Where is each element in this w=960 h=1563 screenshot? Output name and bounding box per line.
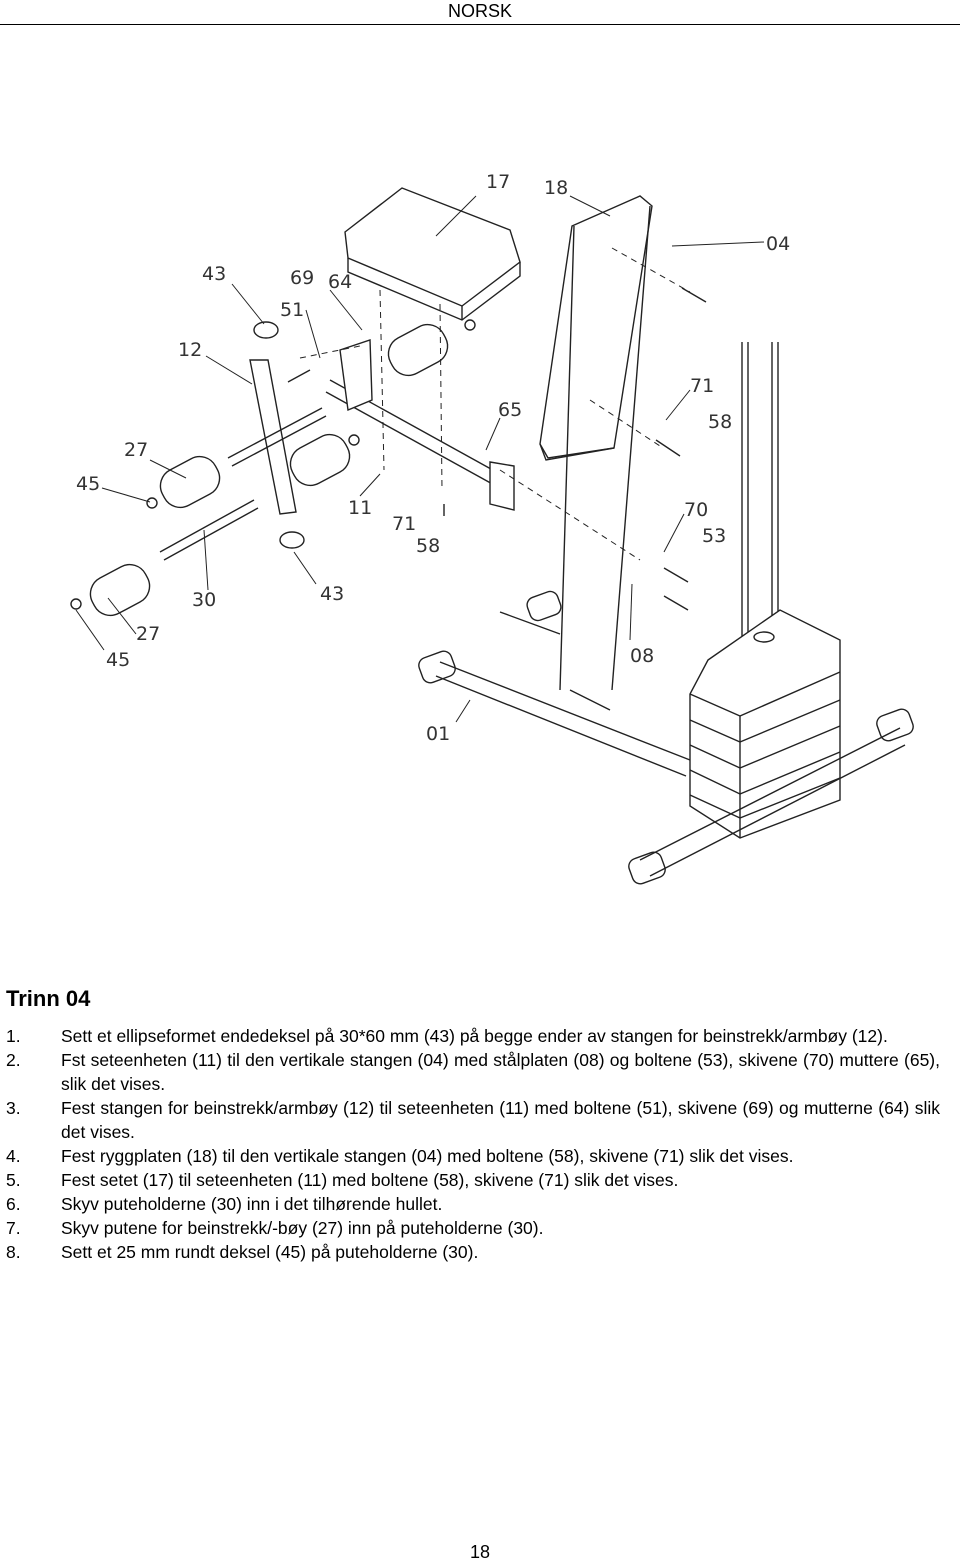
lever-part	[250, 322, 304, 548]
callout-08: 08	[630, 645, 655, 667]
step-text: Fest ryggplaten (18) til den vertikale stangen (04) med boltene (58), skivene (71) slik det vises.	[61, 1146, 794, 1166]
callout-65: 65	[498, 399, 523, 421]
step-number: 4.	[6, 1146, 21, 1166]
callout-17: 17	[486, 171, 511, 193]
callout-71: 71	[392, 513, 417, 535]
step-number: 6.	[6, 1194, 21, 1214]
instruction-item	[6, 1168, 940, 1192]
bolts	[288, 288, 709, 610]
instruction-item	[6, 1144, 940, 1168]
section-title: Trinn 04	[6, 986, 91, 1011]
step-text: Fest stangen for beinstrekk/armbøy (12) til seteenheten (11) med boltene (51), skivene (69) og mutterne (64) slik det vises.	[61, 1098, 940, 1142]
callout-69: 69	[290, 267, 315, 289]
callout-58: 58	[416, 535, 441, 557]
step-text: Fst seteenheten (11) til den vertikale stangen (04) med stålplaten (08) og boltene (53), skivene (70) muttere (65), slik det vises.	[61, 1050, 940, 1094]
seat-part	[345, 188, 520, 320]
callout-12: 12	[178, 339, 203, 361]
callout-30: 30	[192, 589, 217, 611]
callout-70: 70	[684, 499, 709, 521]
back-pad-part	[540, 196, 652, 460]
step-number: 7.	[6, 1218, 21, 1238]
assembly-diagram	[60, 160, 960, 900]
callout-64: 64	[328, 271, 353, 293]
callout-53: 53	[702, 525, 727, 547]
step-number: 8.	[6, 1242, 21, 1262]
callout-27: 27	[124, 439, 149, 461]
callout-45: 45	[76, 473, 101, 495]
step-number: 3.	[6, 1098, 21, 1118]
callout-71b: 71	[690, 375, 715, 397]
page-header	[0, 0, 960, 25]
instruction-list	[6, 1024, 940, 1264]
instruction-item	[6, 1096, 940, 1144]
callout-45b: 45	[106, 649, 131, 671]
callout-58b: 58	[708, 411, 733, 433]
callout-43: 43	[202, 263, 227, 285]
page-number: 18	[469, 1542, 491, 1562]
weight-stack-part	[690, 610, 840, 838]
step-number: 5.	[6, 1170, 21, 1190]
callout-43b: 43	[320, 583, 345, 605]
step-text: Skyv puteholderne (30) inn i det tilhørende hullet.	[61, 1194, 443, 1214]
callout-11: 11	[348, 497, 373, 519]
callout-04: 04	[766, 233, 791, 255]
callout-51: 51	[280, 299, 305, 321]
step-text: Fest setet (17) til seteenheten (11) med boltene (58), skivene (71) slik det vises.	[61, 1170, 679, 1190]
step-text: Sett et ellipseformet endedeksel på 30*60 mm (43) på begge ender av stangen for beinstrekk/armbøy (12).	[61, 1026, 888, 1046]
callout-01: 01	[426, 723, 451, 745]
instruction-item	[6, 1240, 940, 1264]
step-number: 2.	[6, 1050, 21, 1070]
callout-18: 18	[544, 177, 569, 199]
instruction-item	[6, 1192, 940, 1216]
language-label: NORSK	[447, 1, 512, 21]
step-text: Sett et 25 mm rundt deksel (45) på puteholderne (30).	[61, 1242, 479, 1262]
step-text: Skyv putene for beinstrekk/-bøy (27) inn på puteholderne (30).	[61, 1218, 544, 1238]
step-number: 1.	[6, 1026, 21, 1046]
instruction-item	[6, 1048, 940, 1096]
instruction-item	[6, 1216, 940, 1240]
callout-27b: 27	[136, 623, 161, 645]
instruction-item	[6, 1024, 940, 1048]
